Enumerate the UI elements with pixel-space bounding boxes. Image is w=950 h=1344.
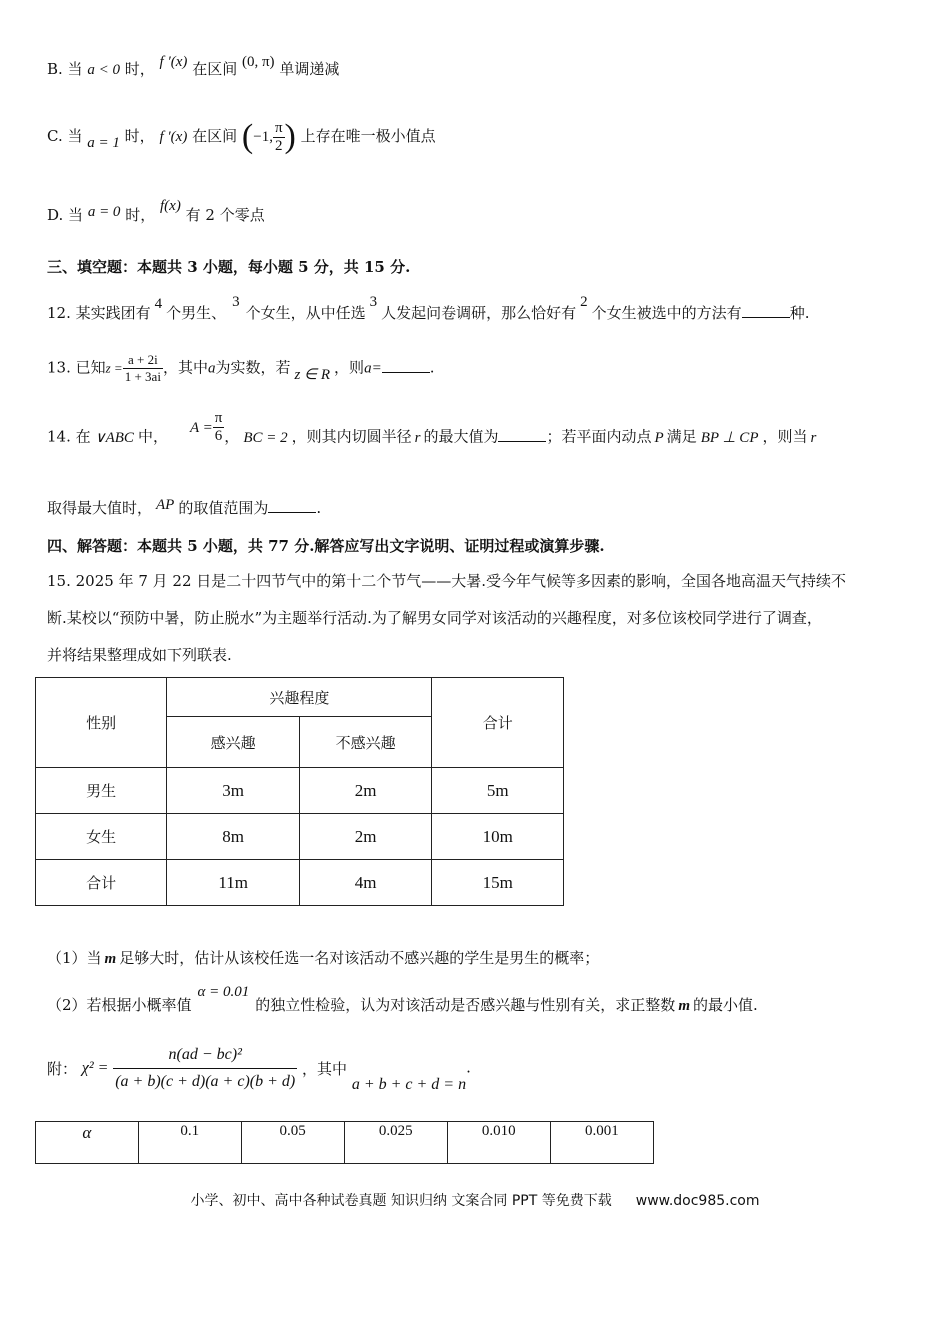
option-b: B. 当 a < 0 时， f ′(x) 在区间 (0, π) 单调递减 xyxy=(47,54,340,78)
section-4-title: 四、解答题：本题共 5 小题，共 77 分.解答应写出文字说明、证明过程或演算步骤. xyxy=(47,537,605,555)
alpha-table: α 0.1 0.05 0.025 0.010 0.001 xyxy=(35,1121,654,1164)
condition-a: a < 0 xyxy=(87,62,120,78)
table-row: 女生 8m 2m 10m xyxy=(36,814,564,860)
answer-blank xyxy=(382,358,430,373)
fraction: $\frac{a + 2i}{1 + 3ai}$ xyxy=(124,352,161,384)
question-14: 14. 在 ∨ABC 中， A = $\frac{\pi}{6}$ ， BC = 2 ，则其内切圆半径 r 的最大值为 ；若平面内动点 P 满足 BP ⊥ CP ，则当 r xyxy=(47,410,817,446)
chi-square-fraction: $\frac{\text{n(ad − bc)²}}{(a + b)(c + d)(a + c)(b + d)}$ xyxy=(113,1042,297,1095)
contingency-table: 性别 兴趣程度 合计 感兴趣 不感兴趣 男生 3m 2m 5m 女生 8m 2m 10m 合计 11m 4m 15m xyxy=(35,677,564,906)
fraction: $\frac{\pi}{6}$ xyxy=(214,410,223,444)
answer-blank xyxy=(268,498,316,513)
subquestion-1: （1）当 m 足够大时，估计从该校任选一名对该活动不感兴趣的学生是男生的概率； xyxy=(47,949,600,967)
table-row: 男生 3m 2m 5m xyxy=(36,768,564,814)
question-15-text: 15. 2025 年 7 月 22 日是二十四节气中的第十二个节气——大暑.受今年气候等多因素的影响，全国各地高温天气持续不 断.某校以“预防中暑，防止脱水”为主题举行活动.为了解男女同学对该活动的兴趣程度，对多位该校同学进行了调查， 并将结果整理成如下列联表. xyxy=(47,572,847,664)
page-footer: 小学、初中、高中各种试卷真题 知识归纳 文案合同 PPT 等免费下载 www.doc985.com xyxy=(190,1193,760,1209)
answer-blank xyxy=(742,303,790,318)
subquestion-2: （2）若根据小概率值α = 0.01的独立性检验，认为对该活动是否感兴趣与性别有关，求正整数 m 的最小值. xyxy=(47,984,758,1014)
answer-blank xyxy=(498,427,546,442)
question-13: 13. 已知z = $\frac{a + 2i}{1 + 3ai}$ ，其中a为实数，若 z ∈ R ，则a= . xyxy=(47,352,435,384)
option-c: C. 当 a = 1 时， f ′(x) 在区间 (−1, $\frac{\pi}{2}$ ) 上存在唯一极小值点 xyxy=(47,118,436,155)
section-3-title: 三、填空题：本题共 3 小题，每小题 5 分，共 15 分. xyxy=(47,258,411,276)
question-12: 12. 某实践团有 4 个男生、3个女生，从中任选3人发起问卷调研，那么恰好有2个女生被选中的方法有 种. xyxy=(47,294,810,322)
pi-over-2: $\frac{\pi}{2}$ xyxy=(274,119,283,154)
footer-link[interactable]: www.doc985.com xyxy=(635,1193,760,1209)
option-d: D. 当 a = 0 时， f(x) 有 2 个零点 xyxy=(47,198,265,224)
chi-square-formula: 附： χ² = $\frac{\text{n(ad − bc)²}}{(a + b)(c + d)(a + c)(b + d)}$ ，其中 a + b + c + d = n. xyxy=(47,1042,471,1095)
table-row: 合计 11m 4m 15m xyxy=(36,860,564,906)
question-14-cont: 取得最大值时， AP 的取值范围为 . xyxy=(47,497,322,517)
